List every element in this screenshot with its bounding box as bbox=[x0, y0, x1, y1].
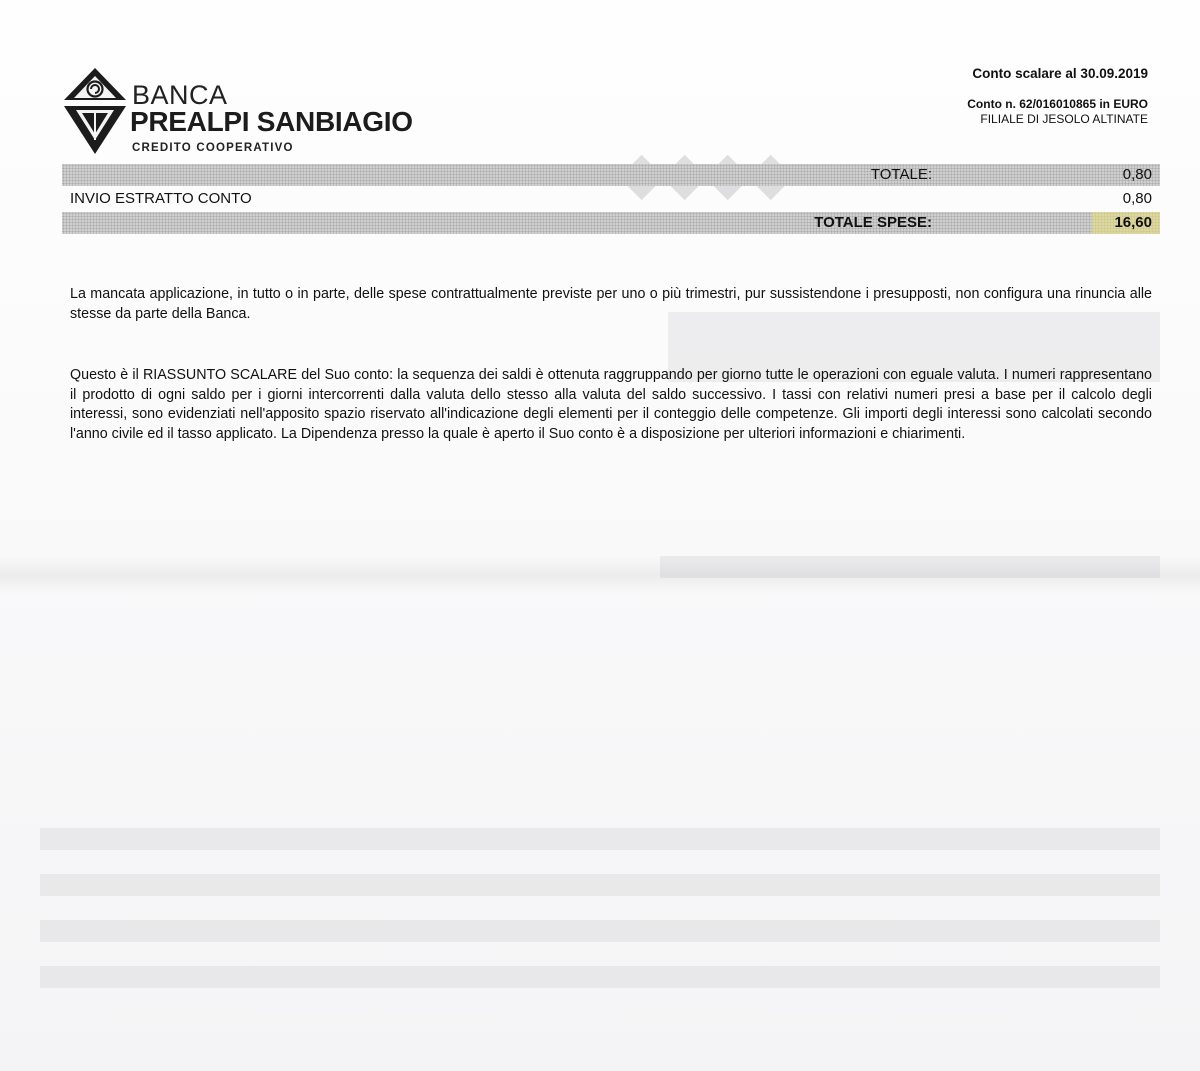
bank-logo-icon bbox=[62, 66, 128, 156]
bank-name: PREALPI SANBIAGIO bbox=[130, 106, 413, 137]
statement-title: Conto scalare al 30.09.2019 bbox=[972, 66, 1148, 81]
bank-word: BANCA bbox=[132, 80, 228, 110]
riassunto-scalare-paragraph: Questo è il RIASSUNTO SCALARE del Suo conto: la sequenza dei saldi è ottenuta raggruppando per giorno tutte le operazioni con eguale valuta. I numeri rappresentano il prodotto di ogni saldo per i giorni intercorrenti dalla valuta dello stesso alla valuta del saldo successivo. I tassi con relativi numeri presi a base per il calcolo degli interessi, sono evidenziati nell'apposito spazio riservato all'indicazione degli elementi per il conteggio delle competenze. Gli importi degli interessi sono calcolati secondo l'anno civile ed il tasso applicato. La Dipendenza presso la quale è aperto il Suo conto è a disposizione per ulteriori informazioni e chiarimenti. bbox=[70, 367, 1152, 442]
invio-estratto-label: INVIO ESTRATTO CONTO bbox=[70, 190, 252, 207]
totale-row-shade bbox=[62, 164, 1160, 186]
bank-logo bbox=[62, 66, 442, 158]
totale-value: 0,80 bbox=[1122, 166, 1152, 183]
bank-tagline: CREDITO COOPERATIVO bbox=[132, 142, 294, 154]
branch-name: FILIALE DI JESOLO ALTINATE bbox=[980, 112, 1148, 126]
bleed-through-bar bbox=[40, 966, 1160, 988]
invio-estratto-value: 0,80 bbox=[1122, 190, 1152, 207]
bleed-through-bar bbox=[40, 920, 1160, 942]
totale-spese-label: TOTALE SPESE: bbox=[814, 214, 932, 231]
totale-label: TOTALE: bbox=[870, 166, 932, 183]
totale-spese-value: 16,60 bbox=[1114, 214, 1152, 231]
totale-spese-row-shade bbox=[62, 212, 1160, 234]
bleed-through-bar bbox=[40, 828, 1160, 850]
bleed-through-bar bbox=[660, 556, 1160, 578]
disclaimer-paragraph: La mancata applicazione, in tutto o in parte, delle spese contrattualmente previste per uno o più trimestri, pur sussistendone i presupposti, non configura una rinuncia alle stesse da parte della Banca. bbox=[70, 286, 1152, 322]
account-number: Conto n. 62/016010865 in EURO bbox=[967, 97, 1148, 111]
bleed-through-bar bbox=[40, 874, 1160, 896]
